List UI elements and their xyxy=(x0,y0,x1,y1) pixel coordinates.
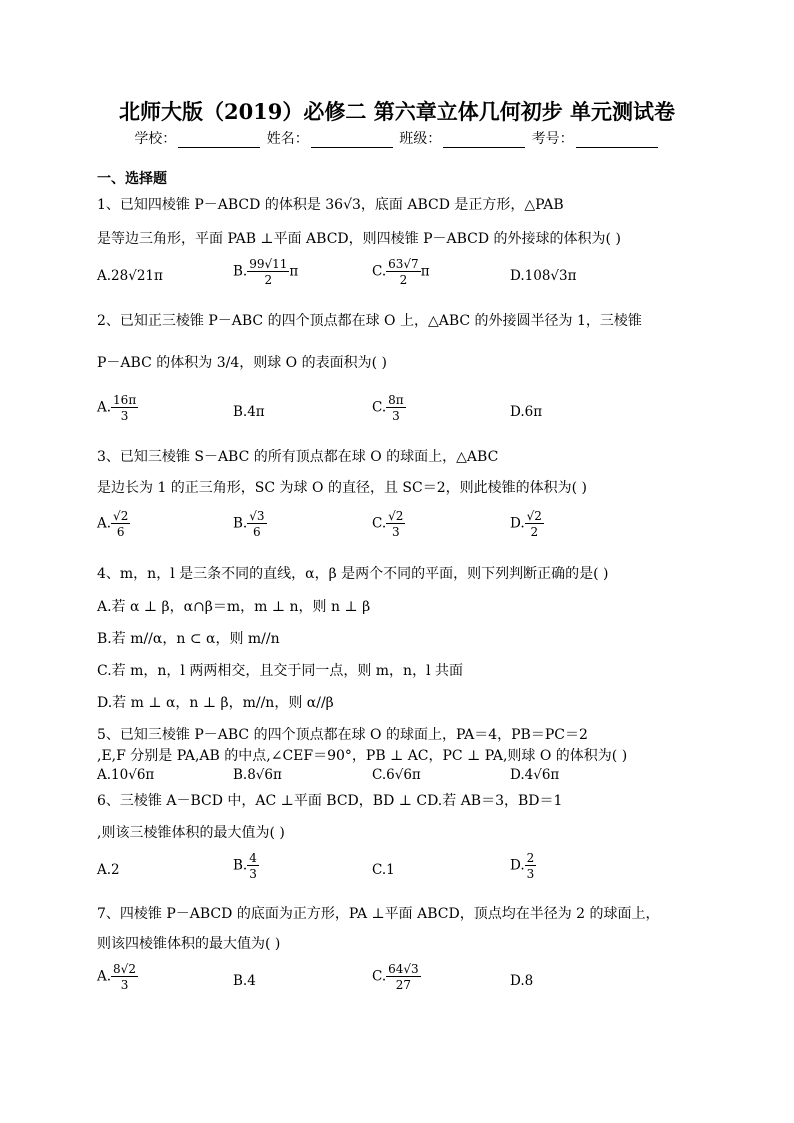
question-7-line-2: 则该四棱锥体积的最大值为( ) xyxy=(97,936,281,952)
question-1-option-d: D.108√3π xyxy=(510,268,577,284)
question-2-option-d: D.6π xyxy=(510,404,543,420)
question-6-option-a: A.2 xyxy=(97,862,120,878)
question-5-option-d: D.4√6π xyxy=(510,767,560,783)
question-7-option-c: C. $\frac{64√3}{27}$ xyxy=(372,962,419,992)
question-2-line-1: 2、已知正三棱锥 P－ABC 的四个顶点都在球 O 上，△ABC 的外接圆半径为 1，三棱锥 xyxy=(97,313,642,329)
exam-no-blank[interactable] xyxy=(576,133,658,148)
name-blank[interactable] xyxy=(311,133,393,148)
school-label: 学校： xyxy=(134,131,177,147)
question-2-option-b: B.4π xyxy=(233,404,265,420)
question-5-option-b: B.8√6π xyxy=(233,767,282,783)
question-6-option-b: B. $\frac{4}{3}$ xyxy=(233,851,257,881)
class-blank[interactable] xyxy=(443,133,525,148)
question-4-option-b: B.若 m//α，n ⊂ α，则 m//n xyxy=(97,631,280,647)
question-4-option-d: D.若 m ⊥ α，n ⊥ β，m//n，则 α//β xyxy=(97,695,334,711)
question-2-option-a: A. $\frac{16\pi}{3}$ xyxy=(97,393,137,423)
question-3-option-c: C. $\frac{√2}{3}$ xyxy=(372,509,404,539)
question-6-line-1: 6、三棱锥 A－BCD 中，AC ⊥平面 BCD，BD ⊥ CD.若 AB＝3，BD＝1 xyxy=(97,793,563,809)
name-label: 姓名： xyxy=(266,131,309,147)
question-3-line-1: 3、已知三棱锥 S－ABC 的所有顶点都在球 O 的球面上，△ABC xyxy=(97,449,499,465)
question-7-line-1: 7、四棱锥 P－ABCD 的底面为正方形，PA ⊥平面 ABCD，顶点均在半径为 2 的球面上， xyxy=(97,906,660,922)
question-3-option-d: D. $\frac{√2}{2}$ xyxy=(510,509,542,539)
student-info-line xyxy=(0,128,794,148)
question-5-line-2: ,E,F 分别是 PA,AB 的中点,∠CEF＝90°，PB ⊥ AC，PC ⊥ PA,则球 O 的体积为( ) xyxy=(97,748,628,764)
question-2-option-c: C. $\frac{8\pi}{3}$ xyxy=(372,393,404,423)
question-2-line-2: P－ABC 的体积为 3/4，则球 O 的表面积为( ) xyxy=(97,355,387,371)
exam-no-label: 考号： xyxy=(531,131,574,147)
question-1-option-b: B. $\frac{99√11}{2}$ π xyxy=(233,257,299,287)
question-4-option-a: A.若 α ⊥ β，α∩β＝m，m ⊥ n，则 n ⊥ β xyxy=(97,599,371,615)
question-1-option-c: C. $\frac{63√7}{2}$ π xyxy=(372,257,430,287)
question-6-option-c: C.1 xyxy=(372,862,395,878)
question-3-option-b: B. $\frac{√3}{6}$ xyxy=(233,509,265,539)
question-7-option-a: A. $\frac{8√2}{3}$ xyxy=(97,962,136,992)
question-5-line-1: 5、已知三棱锥 P－ABC 的四个顶点都在球 O 的球面上，PA＝4，PB＝PC＝2 xyxy=(97,727,588,743)
question-1-line-2: 是等边三角形，平面 PAB ⊥平面 ABCD，则四棱锥 P－ABCD 的外接球的体积为( ) xyxy=(97,231,621,247)
question-3-option-a: A. $\frac{√2}{6}$ xyxy=(97,509,129,539)
question-4-line-1: 4、m，n，l 是三条不同的直线，α，β 是两个不同的平面，则下列判断正确的是( ) xyxy=(97,566,609,582)
page-title: 北师大版（2019）必修二 第六章立体几何初步 单元测试卷 xyxy=(118,99,676,124)
question-4-option-c: C.若 m，n，l 两两相交，且交于同一点，则 m，n，l 共面 xyxy=(97,663,464,679)
question-6-line-2: ,则该三棱锥体积的最大值为( ) xyxy=(97,825,285,841)
question-7-option-b: B.4 xyxy=(233,973,256,989)
question-3-line-2: 是边长为 1 的正三角形，SC 为球 O 的直径，且 SC＝2，则此棱锥的体积为( ) xyxy=(97,480,587,496)
school-blank[interactable] xyxy=(178,133,260,148)
question-7-option-d: D.8 xyxy=(510,973,534,989)
section-heading: 一、选择题 xyxy=(97,171,167,187)
question-5-option-a: A.10√6π xyxy=(97,767,155,783)
question-1-option-a: A.28√21π xyxy=(97,268,163,284)
question-5-option-c: C.6√6π xyxy=(372,767,421,783)
class-label: 班级： xyxy=(399,131,442,147)
question-1-line-1: 1、已知四棱锥 P－ABCD 的体积是 36√3，底面 ABCD 是正方形，△PAB xyxy=(97,197,564,213)
question-6-option-d: D. $\frac{2}{3}$ xyxy=(510,851,535,881)
